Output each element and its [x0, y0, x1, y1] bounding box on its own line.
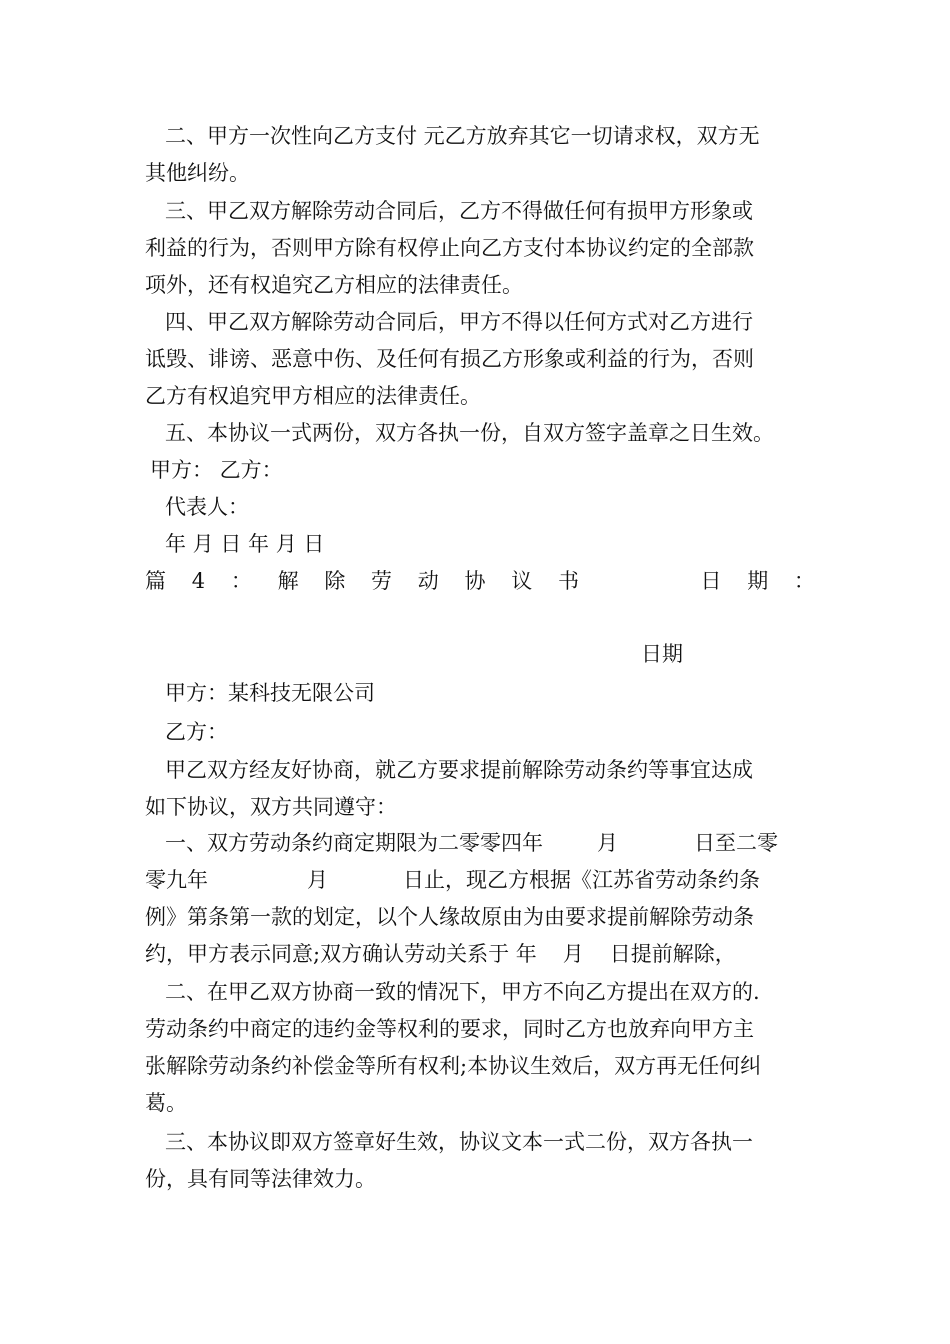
- intro-line-1: 甲乙双方经友好协商，就乙方要求提前解除劳动条约等事宜达成: [165, 758, 753, 782]
- date-label-char: ：: [793, 569, 815, 593]
- intro-line-2: 如下协议，双方共同遵守：: [145, 795, 397, 819]
- heading-char: 议: [511, 569, 533, 593]
- term-line-2: [145, 862, 815, 898]
- term-month: 月: [307, 868, 328, 892]
- term-month: 月: [597, 831, 618, 855]
- effect-line-1: 三、本协议即双方签章好生效，协议文本一式二份，双方各执一: [165, 1130, 753, 1154]
- clause-3-line-3: 项外，还有权追究乙方相应的法律责任。: [145, 273, 523, 297]
- term-text: 日至二零: [694, 831, 778, 855]
- term-line-3: 例》第条第一款的划定，以个人缘故原由为由要求提前解除劳动条: [145, 905, 754, 929]
- heading-char: 动: [417, 569, 439, 593]
- heading-char: 解: [277, 569, 299, 593]
- date-label-char: 日: [700, 569, 722, 593]
- clause-4-line-2: 诋毁、诽谤、恶意中伤、及任何有损乙方形象或利益的行为，否则: [145, 347, 754, 371]
- clause-2-line-2: 其他纠纷。: [145, 161, 250, 185]
- heading-char: 篇: [145, 569, 166, 593]
- term-text: 一、双方劳动条约商定期限为二零零四年: [165, 831, 543, 855]
- clause-5: 五、本协议一式两份，双方各执一份，自双方签字盖章之日生效。: [165, 421, 774, 445]
- term-line-1: [165, 825, 835, 861]
- party-a: 甲方：某科技无限公司: [165, 681, 375, 705]
- heading-char: 书: [557, 569, 579, 593]
- heading-char: 协: [464, 569, 486, 593]
- term-text: 零九年: [145, 868, 208, 892]
- clause-4-line-3: 乙方有权追究甲方相应的法律责任。: [145, 384, 481, 408]
- signature-date-line: 年 月 日 年 月 日: [165, 532, 325, 556]
- term-text: 约，甲方表示同意;双方确认劳动关系于 年: [145, 942, 537, 966]
- heading-char: 4: [191, 569, 206, 593]
- waiver-line-3: 张解除劳动条约补偿金等所有权利;本协议生效后，双方再无任何纠: [145, 1054, 762, 1078]
- heading-char: 劳: [371, 569, 393, 593]
- waiver-line-1: 二、在甲乙双方协商一致的情况下，甲方不向乙方提出在双方的.: [165, 980, 760, 1004]
- waiver-line-4: 葛。: [145, 1091, 187, 1115]
- heading-char: 除: [324, 569, 346, 593]
- effect-line-2: 份，具有同等法律效力。: [145, 1167, 376, 1191]
- representative-label: 代表人：: [165, 495, 249, 519]
- term-text: 日提前解除，: [609, 942, 736, 966]
- clause-2-line-1: 二、甲方一次性向乙方支付 元乙方放弃其它一切请求权，双方无: [165, 124, 760, 148]
- party-b: 乙方：: [165, 720, 228, 744]
- waiver-line-2: 劳动条约中商定的违约金等权利的要求，同时乙方也放弃向甲方主: [145, 1017, 754, 1041]
- term-line-4: [145, 936, 815, 972]
- heading-char: ：: [230, 569, 252, 593]
- date-label-char: 期: [747, 569, 769, 593]
- term-text: 日止，现乙方根据《江苏省劳动条约条: [403, 868, 760, 892]
- term-month: 月: [562, 942, 584, 966]
- signature-parties: 甲方： 乙方：: [150, 458, 283, 482]
- clause-3-line-1: 三、甲乙双方解除劳动合同后，乙方不得做任何有损甲方形象或: [165, 199, 753, 223]
- date-value: 日期: [641, 642, 683, 666]
- clause-3-line-2: 利益的行为，否则甲方除有权停止向乙方支付本协议约定的全部款: [145, 236, 754, 260]
- clause-4-line-1: 四、甲乙双方解除劳动合同后，甲方不得以任何方式对乙方进行: [165, 310, 753, 334]
- section-heading: [145, 563, 815, 599]
